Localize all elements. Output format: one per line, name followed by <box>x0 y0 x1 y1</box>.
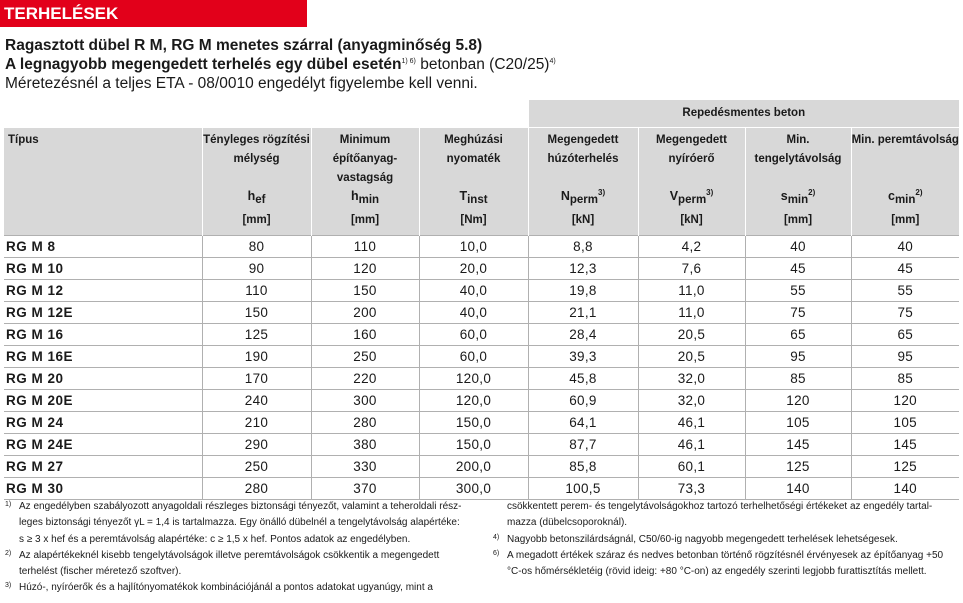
table-cell: 55 <box>745 280 851 302</box>
table-cell: 120 <box>311 258 419 280</box>
table-cell: 190 <box>202 346 311 368</box>
table-cell: 250 <box>202 456 311 478</box>
column-header-2 <box>311 128 419 236</box>
footnote-line: Az engedélyben szabályozott anyagoldali részleges biztonsági tényezőt, valamint a teheroldali rész- <box>19 501 462 512</box>
table-cell: 73,3 <box>638 478 745 500</box>
table-cell: 75 <box>851 302 959 324</box>
column-header-label: Tényleges rögzítési mélység <box>203 134 310 165</box>
footnote-line: s ≥ 3 x hef és a peremtávolság alapértéke: c ≥ 1,5 x hef. Pontos adatok az engedélyben. <box>19 533 411 545</box>
table-cell: 120 <box>851 390 959 412</box>
column-header-7 <box>851 128 959 236</box>
section-badge: TERHELÉSEK <box>0 0 307 27</box>
footnote <box>5 548 470 581</box>
table-row <box>4 258 959 280</box>
group-header-uncracked: Repedésmentes beton <box>528 100 959 128</box>
table-row <box>4 368 959 390</box>
table-cell: 220 <box>311 368 419 390</box>
table-cell: 150 <box>202 302 311 324</box>
column-symbol: $h_{ef}$ <box>247 189 266 206</box>
table-cell: 87,7 <box>528 434 638 456</box>
row-type: RG M 24 <box>4 412 202 434</box>
table-row <box>4 412 959 434</box>
column-header-label: Megengedett húzóterhelés <box>547 134 619 165</box>
footnote-line: leges biztonsági tényezőt γL = 1,4 is tartalmazza. Egy önálló dübelnél a tengelytávolság alapértéke: <box>19 517 460 529</box>
table-cell: 125 <box>202 324 311 346</box>
table-cell: 145 <box>745 434 851 456</box>
table-cell: 170 <box>202 368 311 390</box>
table-cell: 32,0 <box>638 390 745 412</box>
table-cell: 28,4 <box>528 324 638 346</box>
table-cell: 40 <box>851 236 959 258</box>
table-cell: 105 <box>745 412 851 434</box>
table-cell: 12,3 <box>528 258 638 280</box>
table-cell: 32,0 <box>638 368 745 390</box>
table-cell: 90 <box>202 258 311 280</box>
table-cell: 240 <box>202 390 311 412</box>
footnote <box>493 532 955 548</box>
table-cell: 45 <box>745 258 851 280</box>
table-row <box>4 302 959 324</box>
table-row <box>4 456 959 478</box>
table-row <box>4 434 959 456</box>
table-cell: 64,1 <box>528 412 638 434</box>
column-unit: [mm] <box>350 214 380 226</box>
column-unit: [mm] <box>783 214 813 226</box>
table-cell: 120,0 <box>419 368 528 390</box>
footnote-number: 1) <box>5 501 12 508</box>
column-header-label: Min. tengelytávolság <box>754 134 842 165</box>
load-subtitle-bold: A legnagyobb megengedett terhelés egy dübel esetén <box>5 56 402 73</box>
column-header-5 <box>638 128 745 236</box>
table-cell: 46,1 <box>638 412 745 434</box>
table-cell: 20,5 <box>638 346 745 368</box>
column-unit: [mm] <box>242 214 271 226</box>
column-header-0 <box>4 128 202 236</box>
table-cell: 125 <box>745 456 851 478</box>
heading-block <box>5 36 955 93</box>
footnote-number: 2) <box>5 549 12 557</box>
footnote-line: Húzó-, nyíróerők és a hajlítónyomatékok kombinációjánál a pontos adatokat ugyanúgy, mint a <box>19 582 433 594</box>
table-cell: 280 <box>202 478 311 500</box>
table-cell: 300 <box>311 390 419 412</box>
table-cell: 85,8 <box>528 456 638 478</box>
table-cell: 55 <box>851 280 959 302</box>
column-header-label: Megengedett nyíróerő <box>656 134 727 165</box>
table-cell: 65 <box>745 324 851 346</box>
column-unit: [kN] <box>680 214 703 226</box>
table-row <box>4 390 959 412</box>
table-cell: 95 <box>745 346 851 368</box>
column-symbol: $h_{min}$ <box>350 189 380 206</box>
table-cell: 10,0 <box>419 236 528 258</box>
table-cell: 85 <box>851 368 959 390</box>
column-symbol: $c_{min}^{2)}$ <box>887 187 923 206</box>
footnote-line: Az alapértékeknél kisebb tengelytávolságok illetve peremtávolságok csökkentik a megengedett <box>19 549 440 561</box>
table-row <box>4 236 959 258</box>
table-cell: 150,0 <box>419 434 528 456</box>
table-cell: 300,0 <box>419 478 528 500</box>
table-cell: 40 <box>745 236 851 258</box>
eta-note: Méretezésnél a teljes ETA - 08/0010 engedélyt figyelembe kell venni. <box>5 75 478 92</box>
table-cell: 160 <box>311 324 419 346</box>
column-unit: [mm] <box>891 214 920 226</box>
table-cell: 290 <box>202 434 311 456</box>
table-cell: 75 <box>745 302 851 324</box>
column-header-label: Min. peremtávolság <box>851 134 959 146</box>
column-header-row <box>4 128 959 236</box>
row-type: RG M 27 <box>4 456 202 478</box>
row-type: RG M 12E <box>4 302 202 324</box>
column-header-label: Meghúzási nyomaték <box>444 134 503 165</box>
table-row <box>4 324 959 346</box>
row-type: RG M 20E <box>4 390 202 412</box>
table-cell: 45 <box>851 258 959 280</box>
column-header-label: Típus <box>8 134 39 146</box>
table-cell: 46,1 <box>638 434 745 456</box>
table-row <box>4 346 959 368</box>
footnote-line: mazza (dübelcsoporoknál). <box>507 517 628 529</box>
footnote-number: 4) <box>493 533 500 541</box>
row-type: RG M 12 <box>4 280 202 302</box>
table-row <box>4 280 959 302</box>
table-cell: 110 <box>311 236 419 258</box>
footnote-number: 3) <box>5 582 12 590</box>
table-cell: 60,9 <box>528 390 638 412</box>
table-cell: 200,0 <box>419 456 528 478</box>
table-cell: 95 <box>851 346 959 368</box>
column-unit: [kN] <box>571 214 595 226</box>
product-title: Ragasztott dübel R M, RG M menetes szárral (anyagminőség 5.8) <box>5 37 483 54</box>
footnote-line: A megadott értékek száraz és nedves betonban történő rögzítésnél érvényesek az építőanyag +50 <box>507 549 944 561</box>
table-cell: 210 <box>202 412 311 434</box>
table-cell: 19,8 <box>528 280 638 302</box>
row-type: RG M 30 <box>4 478 202 500</box>
footnote <box>5 499 470 548</box>
table-cell: 105 <box>851 412 959 434</box>
column-header-4 <box>528 128 638 236</box>
footnote-line: terhelést (fischer méretező szoftver). <box>19 566 182 578</box>
column-header-1 <box>202 128 311 236</box>
table-cell: 21,1 <box>528 302 638 324</box>
column-symbol: $V_{perm}^{3)}$ <box>669 187 714 206</box>
table-body <box>4 236 959 500</box>
footnote <box>5 580 470 596</box>
table-cell: 250 <box>311 346 419 368</box>
table-cell: 40,0 <box>419 302 528 324</box>
group-header-row <box>4 100 959 128</box>
table-cell: 110 <box>202 280 311 302</box>
table-cell: 4,2 <box>638 236 745 258</box>
load-subtitle-rest: betonban (C20/25) <box>415 56 550 73</box>
table-cell: 20,0 <box>419 258 528 280</box>
table-cell: 120 <box>745 390 851 412</box>
table-cell: 45,8 <box>528 368 638 390</box>
footnote <box>493 548 955 581</box>
row-type: RG M 8 <box>4 236 202 258</box>
table-cell: 120,0 <box>419 390 528 412</box>
table-cell: 150 <box>311 280 419 302</box>
table-cell: 330 <box>311 456 419 478</box>
table-cell: 60,1 <box>638 456 745 478</box>
column-header-3 <box>419 128 528 236</box>
footnote-line: Nagyobb betonszilárdságnál, C50/60-ig nagyobb megengedett terhelések lehetségesek. <box>507 533 898 545</box>
table-cell: 140 <box>851 478 959 500</box>
table-cell: 80 <box>202 236 311 258</box>
table-cell: 125 <box>851 456 959 478</box>
table-cell: 200 <box>311 302 419 324</box>
table-cell: 39,3 <box>528 346 638 368</box>
table-cell: 7,6 <box>638 258 745 280</box>
load-subtitle <box>5 55 955 74</box>
table-cell: 370 <box>311 478 419 500</box>
row-type: RG M 10 <box>4 258 202 280</box>
footnote <box>493 499 955 532</box>
table-cell: 11,0 <box>638 280 745 302</box>
table-cell: 11,0 <box>638 302 745 324</box>
column-header-label: Minimum építőanyag-vastagság <box>332 134 398 184</box>
table-cell: 85 <box>745 368 851 390</box>
column-symbol: $N_{perm}^{3)}$ <box>560 187 606 206</box>
table-cell: 60,0 <box>419 346 528 368</box>
column-unit: [Nm] <box>460 214 487 226</box>
row-type: RG M 20 <box>4 368 202 390</box>
table-cell: 150,0 <box>419 412 528 434</box>
table-cell: 65 <box>851 324 959 346</box>
footnote-number: 6) <box>493 549 500 557</box>
column-symbol: $T_{inst}$ <box>459 189 488 206</box>
footnote-ref: 4) <box>549 57 556 65</box>
table-cell: 140 <box>745 478 851 500</box>
table-cell: 8,8 <box>528 236 638 258</box>
footnote-line: csökkentett perem- és tengelytávolságokhoz tartozó terhelhetőségi értékeket az engedély tartal- <box>507 501 933 512</box>
table-row <box>4 478 959 500</box>
footnote-line: °C-os hőmérsékletéig (rövid ideig: +80 °C-on) az engedély szerinti legjobb furattisztítás mellett. <box>507 566 927 578</box>
footnotes-right <box>493 499 955 580</box>
table-cell: 145 <box>851 434 959 456</box>
table-cell: 60,0 <box>419 324 528 346</box>
table-cell: 20,5 <box>638 324 745 346</box>
row-type: RG M 16E <box>4 346 202 368</box>
load-table <box>4 100 959 500</box>
footnotes-left <box>5 499 470 597</box>
footnote-ref: 1) 6) <box>401 57 416 65</box>
table-cell: 100,5 <box>528 478 638 500</box>
row-type: RG M 24E <box>4 434 202 456</box>
table-cell: 380 <box>311 434 419 456</box>
column-header-6 <box>745 128 851 236</box>
table-cell: 40,0 <box>419 280 528 302</box>
row-type: RG M 16 <box>4 324 202 346</box>
table-cell: 280 <box>311 412 419 434</box>
column-symbol: $s_{min}^{2)}$ <box>780 187 816 206</box>
